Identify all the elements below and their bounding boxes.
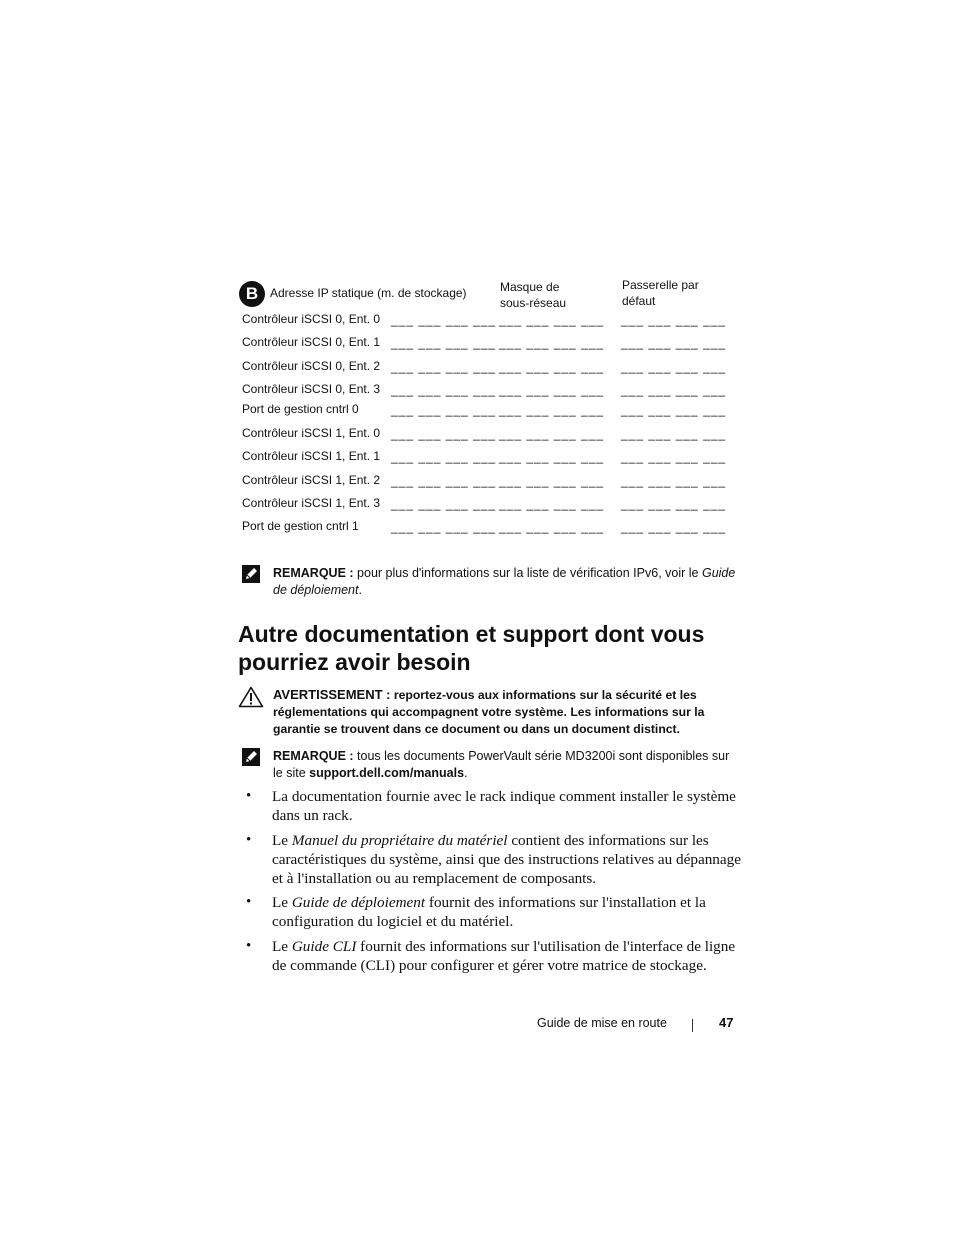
bullet-text: La documentation fournie avec le rack indique comment installer le système dans un rack. bbox=[272, 788, 736, 824]
blank-gateway-field: ___ ___ ___ ___ bbox=[621, 427, 727, 441]
blank-ip-field: ___ ___ ___ ___ bbox=[391, 520, 497, 534]
blank-ip-field: ___ ___ ___ ___ bbox=[391, 403, 497, 417]
blank-mask-field: ___ ___ ___ ___ bbox=[499, 497, 605, 511]
bullet-text: Le bbox=[272, 938, 292, 955]
header-static-ip: Adresse IP statique (m. de stockage) bbox=[270, 286, 467, 300]
note-end: . bbox=[464, 766, 468, 780]
note-pencil-icon bbox=[241, 564, 261, 584]
blank-ip-field: ___ ___ ___ ___ bbox=[391, 360, 497, 374]
header-default-gateway-line2: défaut bbox=[622, 294, 656, 308]
note-ipv6 bbox=[273, 565, 739, 599]
blank-gateway-field: ___ ___ ___ ___ bbox=[621, 520, 727, 534]
table-row-label: Contrôleur iSCSI 0, Ent. 3 bbox=[242, 382, 381, 396]
note-text: pour plus d'informations sur la liste de vérification IPv6, voir le bbox=[357, 566, 699, 580]
blank-mask-field: ___ ___ ___ ___ bbox=[499, 313, 605, 327]
blank-mask-field: ___ ___ ___ ___ bbox=[499, 427, 605, 441]
blank-ip-field: ___ ___ ___ ___ bbox=[391, 427, 497, 441]
warning-label: AVERTISSEMENT : bbox=[273, 687, 391, 702]
page-number: 47 bbox=[719, 1015, 734, 1030]
blank-gateway-field: ___ ___ ___ ___ bbox=[621, 474, 727, 488]
bullet-marker: • bbox=[246, 832, 252, 848]
table-row-label: Contrôleur iSCSI 0, Ent. 0 bbox=[242, 312, 381, 326]
header-subnet-mask-line2: sous-réseau bbox=[500, 296, 567, 310]
blank-mask-field: ___ ___ ___ ___ bbox=[499, 403, 605, 417]
bullet-doc-title: Guide de déploiement bbox=[291, 894, 426, 911]
blank-gateway-field: ___ ___ ___ ___ bbox=[621, 497, 727, 511]
header-subnet-mask-line1: Masque de bbox=[500, 280, 560, 294]
blank-mask-field: ___ ___ ___ ___ bbox=[499, 383, 605, 397]
table-row-label: Contrôleur iSCSI 1, Ent. 0 bbox=[242, 426, 381, 440]
blank-gateway-field: ___ ___ ___ ___ bbox=[621, 360, 727, 374]
bullet-text: fournit des informations sur l'installation et la configuration du logiciel et du matériel. bbox=[272, 894, 706, 930]
bullet-marker: • bbox=[246, 788, 252, 804]
header-default-gateway bbox=[622, 277, 699, 309]
blank-mask-field: ___ ___ ___ ___ bbox=[499, 520, 605, 534]
blank-ip-field: ___ ___ ___ ___ bbox=[391, 497, 497, 511]
warning-text: reportez-vous aux informations sur la sécurité et les réglementations qui accompagnent votre système. Les informations sur la garantie se trouvent dans ce document ou dans un document distinct. bbox=[273, 688, 705, 736]
note-text: tous les documents PowerVault série MD3200i sont disponibles sur le site bbox=[273, 749, 730, 780]
bullet-item-cli-guide bbox=[272, 937, 742, 975]
note-end: . bbox=[358, 583, 362, 597]
section-heading: Autre documentation et support dont vous pourriez avoir besoin bbox=[238, 621, 705, 675]
blank-gateway-field: ___ ___ ___ ___ bbox=[621, 403, 727, 417]
note-label: REMARQUE : bbox=[273, 566, 354, 580]
warning-safety bbox=[273, 686, 743, 738]
blank-gateway-field: ___ ___ ___ ___ bbox=[621, 313, 727, 327]
manuals-link[interactable]: support.dell.com/manuals bbox=[309, 766, 465, 780]
footer-separator bbox=[692, 1019, 693, 1032]
table-row-label: Contrôleur iSCSI 1, Ent. 1 bbox=[242, 449, 381, 463]
header-default-gateway-line1: Passerelle par bbox=[622, 278, 699, 292]
table-row-label: Port de gestion cntrl 1 bbox=[242, 519, 359, 533]
table-row-label: Contrôleur iSCSI 0, Ent. 1 bbox=[242, 335, 381, 349]
blank-gateway-field: ___ ___ ___ ___ bbox=[621, 450, 727, 464]
note-guide-ref: Guide de déploiement bbox=[273, 566, 736, 597]
bullet-text: Le bbox=[272, 832, 292, 849]
bullet-text: contient des informations sur les caractéristiques du système, ainsi que des instructions relatives au dépannage et à l'installation ou au remplacement de composants. bbox=[272, 832, 741, 887]
blank-mask-field: ___ ___ ___ ___ bbox=[499, 336, 605, 350]
warning-triangle-icon bbox=[238, 686, 264, 708]
bullet-item-owners-manual bbox=[272, 831, 742, 888]
table-row-label: Contrôleur iSCSI 1, Ent. 2 bbox=[242, 473, 381, 487]
table-row-label: Contrôleur iSCSI 0, Ent. 2 bbox=[242, 359, 381, 373]
table-row-label: Contrôleur iSCSI 1, Ent. 3 bbox=[242, 496, 381, 510]
note-label: REMARQUE : bbox=[273, 749, 354, 763]
blank-ip-field: ___ ___ ___ ___ bbox=[391, 474, 497, 488]
bullet-text: fournit des informations sur l'utilisation de l'interface de ligne de commande (CLI) pour configurer et gérer votre matrice de stockage. bbox=[272, 938, 736, 974]
table-row-label: Port de gestion cntrl 0 bbox=[242, 402, 359, 416]
header-subnet-mask bbox=[500, 279, 566, 311]
section-b-badge: B bbox=[239, 281, 265, 307]
blank-mask-field: ___ ___ ___ ___ bbox=[499, 360, 605, 374]
blank-ip-field: ___ ___ ___ ___ bbox=[391, 336, 497, 350]
bullet-text: Le bbox=[272, 894, 292, 911]
bullet-marker: • bbox=[246, 894, 252, 910]
bullet-item-rack-doc bbox=[272, 787, 742, 825]
blank-mask-field: ___ ___ ___ ___ bbox=[499, 450, 605, 464]
note-documents bbox=[273, 748, 739, 782]
footer-doc-title: Guide de mise en route bbox=[537, 1016, 667, 1030]
bullet-item-deployment-guide bbox=[272, 893, 742, 931]
blank-mask-field: ___ ___ ___ ___ bbox=[499, 474, 605, 488]
note-pencil-icon bbox=[241, 747, 261, 767]
bullet-doc-title: Manuel du propriétaire du matériel bbox=[291, 832, 508, 849]
blank-gateway-field: ___ ___ ___ ___ bbox=[621, 336, 727, 350]
bullet-marker: • bbox=[246, 938, 252, 954]
blank-ip-field: ___ ___ ___ ___ bbox=[391, 383, 497, 397]
blank-ip-field: ___ ___ ___ ___ bbox=[391, 313, 497, 327]
blank-ip-field: ___ ___ ___ ___ bbox=[391, 450, 497, 464]
bullet-doc-title: Guide CLI bbox=[291, 938, 357, 955]
blank-gateway-field: ___ ___ ___ ___ bbox=[621, 383, 727, 397]
